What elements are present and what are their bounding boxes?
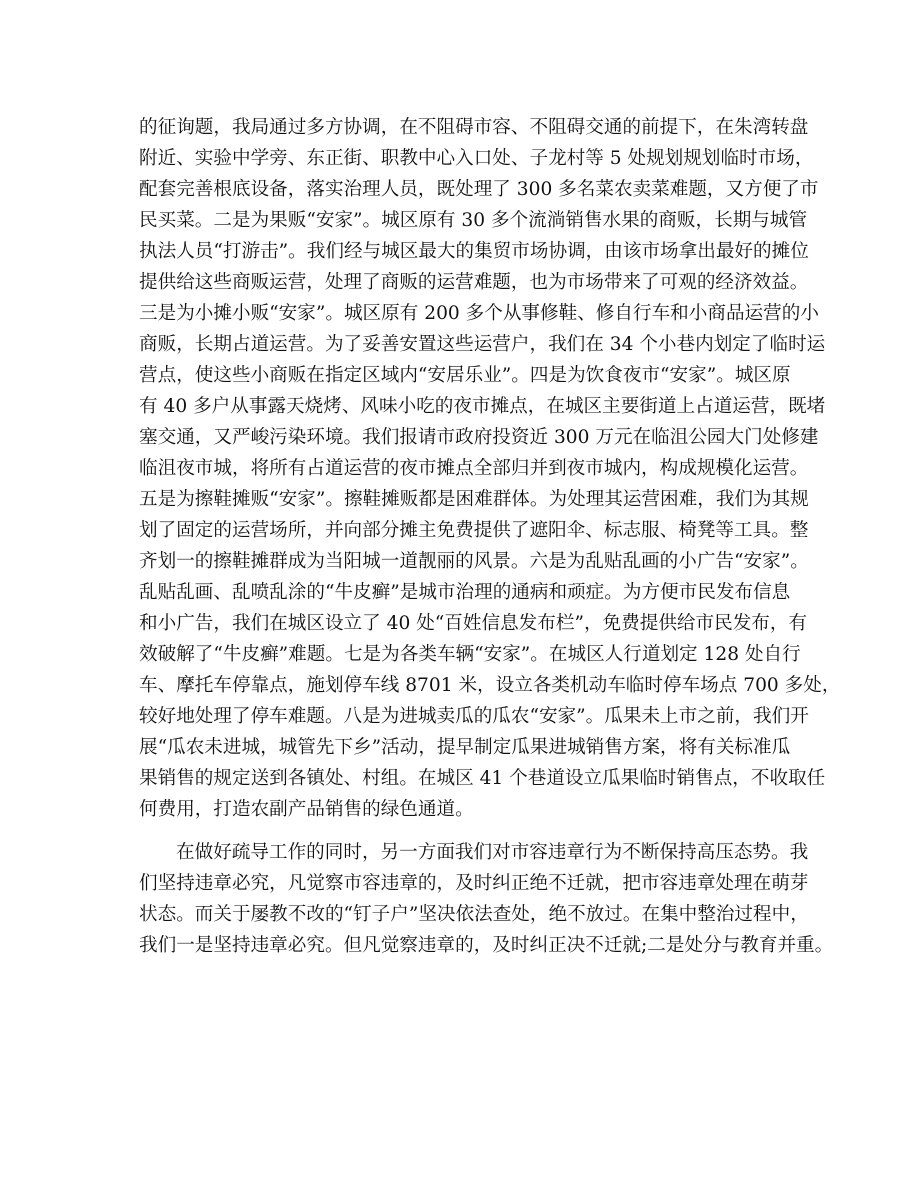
paragraph-2 [139, 837, 834, 961]
text-line: 们坚持违章必究，凡觉察市容违章的，及时纠正绝不迁就，把市容违章处理在萌芽 [139, 873, 809, 894]
text-line: 执法人员“打游击”。我们经与城区最大的集贸市场协调，由该市场拿出最好的摊位 [139, 241, 809, 262]
text-line: 在做好疏导工作的同时，另一方面我们对市容违章行为不断保持高压态势。我 [176, 842, 809, 863]
text-line: 状态。而关于屡教不改的“钉子户”坚决依法查处，绝不放过。在集中整治过程中， [139, 904, 809, 925]
document-body [139, 112, 841, 961]
text-line: 展“瓜农未进城，城管先下乡”活动，提早制定瓜果进城销售方案，将有关标准瓜 [139, 737, 791, 758]
text-line: 划了固定的运营场所，并向部分摊主免费提供了遮阳伞、标志服、椅凳等工具。整 [139, 520, 809, 541]
text-line: 车、摩托车停靠点，施划停车线 8701 米，设立各类机动车临时停车场点 700 多处， [139, 675, 841, 696]
text-line: 提供给这些商贩运营，处理了商贩的运营难题，也为市场带来了可观的经济效益。 [139, 272, 809, 293]
text-line: 营点，使这些小商贩在指定区域内“安居乐业”。四是为饮食夜市“安家”。城区原 [139, 365, 791, 386]
text-line: 塞交通，又严峻污染环境。我们报请市政府投资近 300 万元在临沮公园大门处修建 [139, 427, 819, 448]
text-line: 的征询题，我局通过多方协调，在不阻碍市容、不阻碍交通的前提下，在朱湾转盘 [139, 117, 809, 138]
text-line: 配套完善根底设备，落实治理人员，既处理了 300 多名菜农卖菜难题，又方便了市 [139, 179, 819, 200]
text-line: 乱贴乱画、乱喷乱涂的“牛皮癣”是城市治理的通病和顽症。为方便市民发布信息 [139, 582, 791, 603]
text-line: 三是为小摊小贩“安家”。城区原有 200 多个从事修鞋、修自行车和小商品运营的小 [139, 303, 819, 324]
text-line: 我们一是坚持违章必究。但凡觉察违章的，及时纠正决不迁就;二是处分与教育并重。 [139, 935, 834, 956]
paragraph-1 [139, 112, 841, 825]
text-line: 齐划一的擦鞋摊群成为当阳城一道靓丽的风景。六是为乱贴乱画的小广告“安家”。 [139, 551, 809, 572]
text-line: 五是为擦鞋摊贩“安家”。擦鞋摊贩都是困难群体。为处理其运营困难，我们为其规 [139, 489, 809, 510]
text-line: 商贩，长期占道运营。为了妥善安置这些运营户，我们在 34 个小巷内划定了临时运 [139, 334, 826, 355]
text-line: 效破解了“牛皮癣”难题。七是为各类车辆“安家”。在城区人行道划定 128 处自行 [139, 644, 801, 665]
paragraph-spacer [139, 825, 789, 837]
text-line: 临沮夜市城，将所有占道运营的夜市摊点全部归并到夜市城内，构成规模化运营。 [139, 458, 809, 479]
text-line: 果销售的规定送到各镇处、村组。在城区 41 个巷道设立瓜果临时销售点，不收取任 [139, 768, 826, 789]
text-line: 附近、实验中学旁、东正街、职教中心入口处、子龙村等 5 处规划规划临时市场， [139, 148, 814, 169]
text-line: 较好地处理了停车难题。八是为进城卖瓜的瓜农“安家”。瓜果未上市之前，我们开 [139, 706, 809, 727]
text-line: 和小广告，我们在城区设立了 40 处“百姓信息发布栏”，免费提供给市民发布，有 [139, 613, 808, 634]
text-line: 民买菜。二是为果贩“安家”。城区原有 30 多个流淌销售水果的商贩，长期与城管 [139, 210, 808, 231]
text-line: 何费用，打造农副产品销售的绿色通道。 [139, 799, 474, 820]
text-line: 有 40 多户从事露天烧烤、风味小吃的夜市摊点，在城区主要街道上占道运营，既堵 [139, 396, 826, 417]
